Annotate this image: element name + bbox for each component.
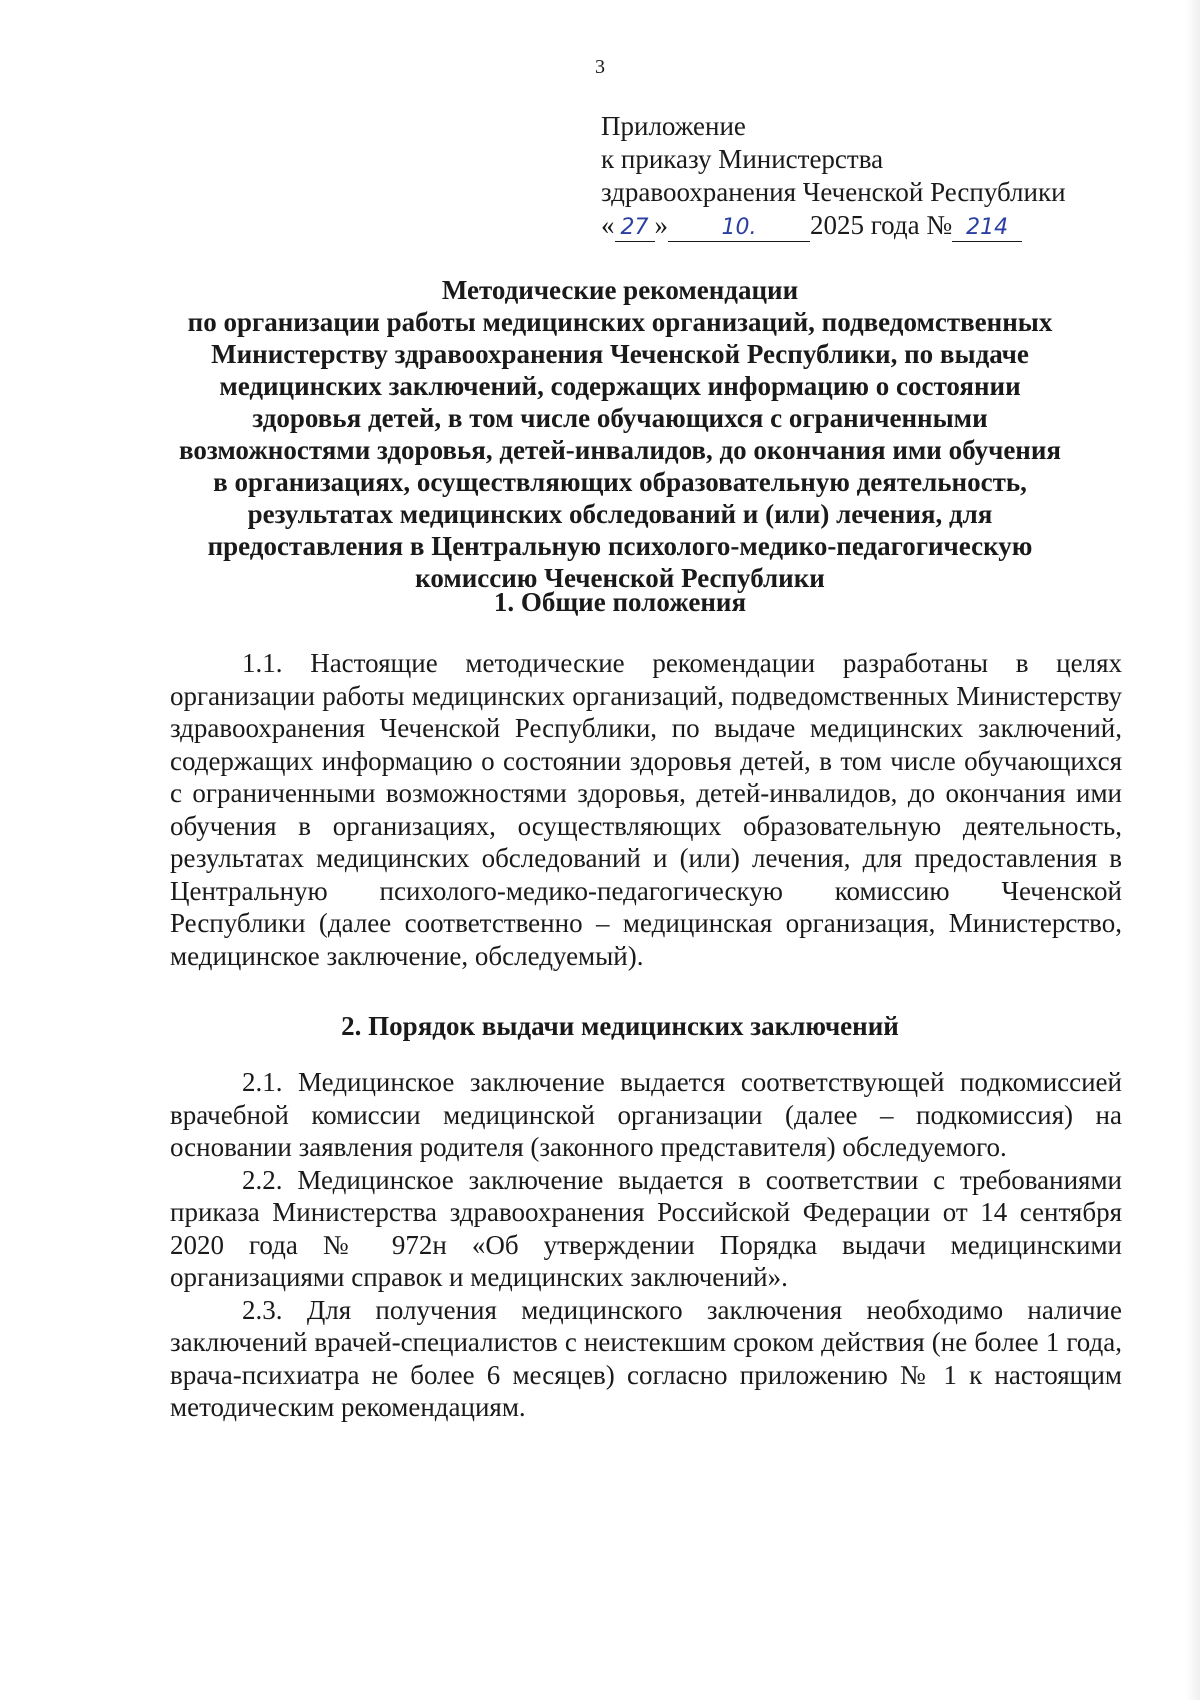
title-line: медицинских заключений, содержащих информацию о состоянии	[219, 371, 1021, 401]
section-1-body	[170, 647, 1122, 972]
title-line: Методические рекомендации	[441, 275, 799, 305]
handwritten-month: 10.	[668, 215, 810, 242]
handwritten-order-number: 214	[952, 215, 1022, 242]
handwritten-day: 27	[615, 215, 655, 242]
section-2-heading: 2. Порядок выдачи медицинских заключений	[341, 1011, 899, 1041]
page-number: 3	[595, 56, 605, 78]
title-line: возможностями здоровья, детей-инвалидов, до окончания ими обучения	[178, 435, 1062, 465]
appendix-date-line	[601, 209, 1066, 242]
quote-close: »	[654, 210, 668, 240]
year-text: 2025 года №	[810, 210, 953, 240]
scan-edge-shadow	[1186, 0, 1200, 1700]
paragraph-1-1: 1.1. Настоящие методические рекомендации разработаны в целях организации работы медицинских организаций, подведомственных Министерству здравоохранения Чеченской Республики, по выдаче медицинских заключений, содержащих информацию о состоянии здоровья детей, в том числе обучающихся с ограниченными возможностями здоровья, детей-инвалидов, до окончания ими обучения в организациях, осуществляющих образовательную деятельность, результатах медицинских обследований и (или) лечения, для предоставления в Центральную психолого-медико-педагогическую комиссию Чеченской Республики (далее соответственно – медицинская организация, Министерство, медицинское заключение, обследуемый).	[170, 648, 1122, 971]
paragraph-2-2: 2.2. Медицинское заключение выдается в соответствии с требованиями приказа Министерства здравоохранения Российской Федерации от 14 сентября 2020 года № 972н «Об утверждении Порядка выдачи медицинскими организациями справок и медицинских заключений».	[170, 1164, 1122, 1292]
title-line: здоровья детей, в том числе обучающихся с ограниченными	[252, 403, 988, 433]
paragraph-2-3: 2.3. Для получения медицинского заключения необходимо наличие заключений врачей-специалистов с неистекшим сроком действия (не более 1 года, врача-психиатра не более 6 месяцев) согласно приложению № 1 к настоящим методическим рекомендациям.	[170, 1294, 1122, 1422]
document-title	[160, 274, 1080, 594]
section-1-heading: 1. Общие положения	[493, 587, 747, 617]
paragraph-2-1: 2.1. Медицинское заключение выдается соответствующей подкомиссией врачебной комиссии медицинской организации (далее – подкомиссия) на основании заявления родителя (законного представителя) обследуемого.	[170, 1067, 1122, 1162]
section-2-body	[170, 1066, 1122, 1424]
appendix-block	[601, 110, 1066, 242]
title-line: Министерству здравоохранения Чеченской Республики, по выдаче	[211, 339, 1029, 369]
quote-open: «	[601, 210, 615, 240]
title-line: в организациях, осуществляющих образовательную деятельность,	[213, 467, 1027, 497]
appendix-line-2: к приказу Министерства	[601, 144, 884, 174]
title-line: предоставления в Центральную психолого-медико-педагогическую	[207, 531, 1033, 561]
appendix-line-1: Приложение	[601, 111, 746, 141]
title-line: по организации работы медицинских организаций, подведомственных	[187, 307, 1053, 337]
appendix-line-3: здравоохранения Чеченской Республики	[601, 177, 1066, 207]
title-line: результатах медицинских обследований и (или) лечения, для	[247, 499, 993, 529]
title-line: комиссию Чеченской Республики	[415, 563, 825, 593]
